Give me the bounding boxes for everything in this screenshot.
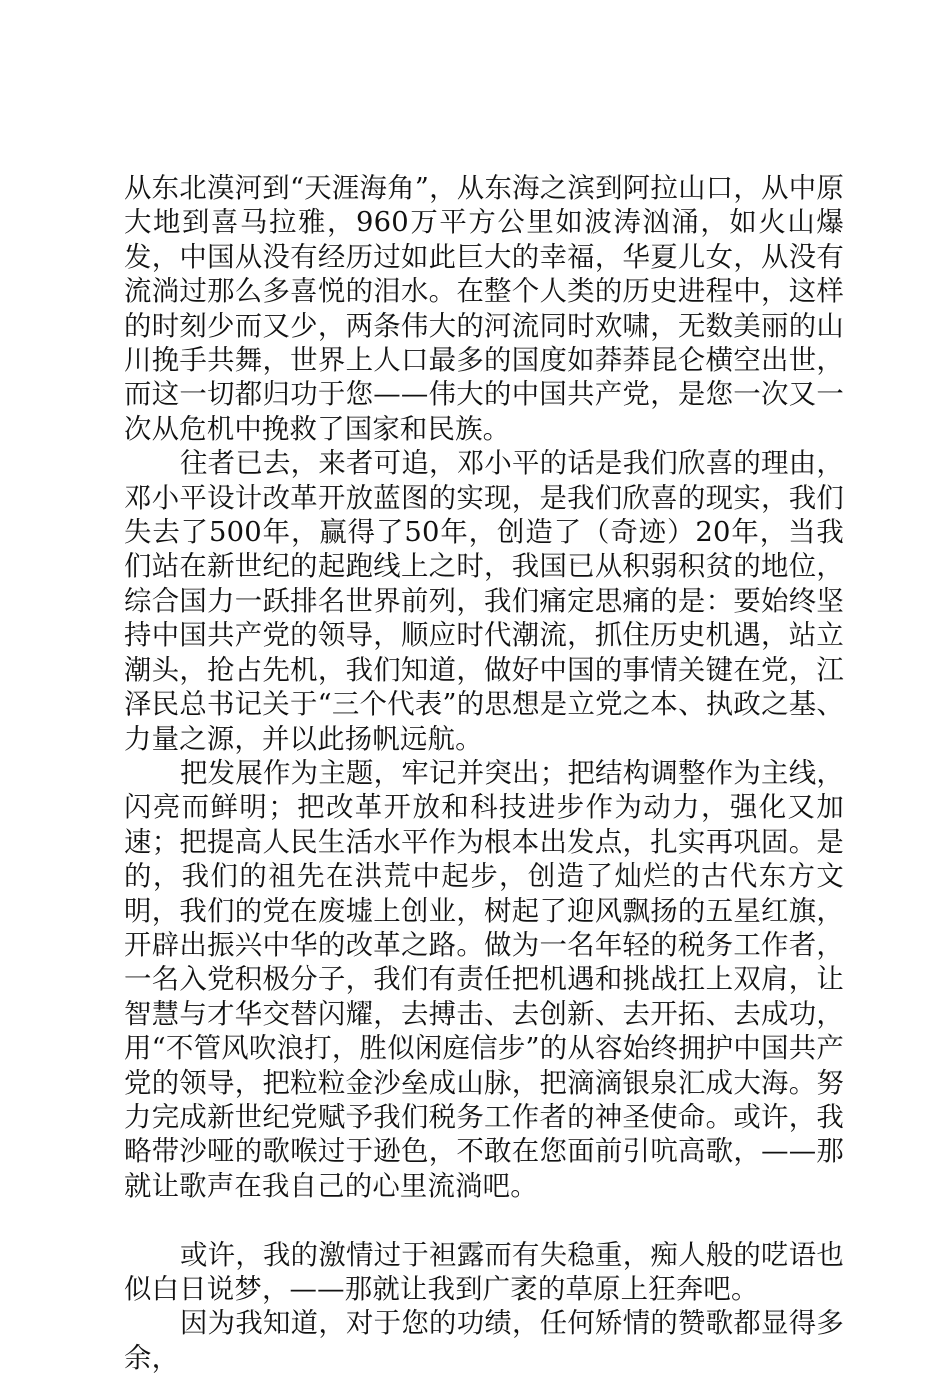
paragraph-5: 因为我知道，对于您的功绩，任何矫情的赞歌都显得多余， [124,1308,844,1374]
document-body [124,172,844,1376]
paragraph-1: 从东北漠河到“天涯海角”，从东海之滨到阿拉山口，从中原大地到喜马拉雅，960万平方公里如波涛汹涌，如火山爆发，中国从没有经历过如此巨大的幸福，华夏儿女，从没有流淌过那么多喜悦的泪水。在整个人类的历史进程中，这样的时刻少而又少，两条伟大的河流同时欢啸，无数美丽的山川挽手共舞，世界上人口最多的国度如莽莽昆仑横空出世，而这一切都归功于您——伟大的中国共产党，是您一次又一次从危机中挽救了国家和民族。 [124,173,844,445]
paragraph-3: 把发展作为主题，牢记并突出；把结构调整作为主线，闪亮而鲜明；把改革开放和科技进步作为动力，强化又加速；把提高人民生活水平作为根本出发点，扎实再巩固。是的，我们的祖先在洪荒中起步，创造了灿烂的古代东方文明，我们的党在废墟上创业，树起了迎风飘扬的五星红旗，开辟出振兴中华的改革之路。做为一名年轻的税务工作者，一名入党积极分子，我们有责任把机遇和挑战扛上双肩，让智慧与才华交替闪耀，去搏击、去创新、去开拓、去成功，用“不管风吹浪打，胜似闲庭信步”的从容始终拥护中国共产党的领导，把粒粒金沙垒成山脉，把滴滴银泉汇成大海。努力完成新世纪党赋予我们税务工作者的神圣使命。或许，我略带沙哑的歌喉过于逊色，不敢在您面前引吭高歌，——那就让歌声在我自己的心里流淌吧。 [124,757,844,1202]
paragraph-2: 往者已去，来者可追，邓小平的话是我们欣喜的理由，邓小平设计改革开放蓝图的实现，是我们欣喜的现实，我们失去了500年，赢得了50年，创造了（奇迹）20年，当我们站在新世纪的起跑线上之时，我国已从积弱积贫的地位，综合国力一跃排名世界前列，我们痛定思痛的是：要始终坚持中国共产党的领导，顺应时代潮流，抓住历史机遇，站立潮头，抢占先机，我们知道，做好中国的事情关键在党，江泽民总书记关于“三个代表”的思想是立党之本、执政之基、力量之源，并以此扬帆远航。 [124,448,844,755]
paragraph-4: 或许，我的激情过于袒露而有失稳重，痴人般的呓语也似白日说梦，——那就让我到广袤的草原上狂奔吧。 [124,1239,844,1305]
